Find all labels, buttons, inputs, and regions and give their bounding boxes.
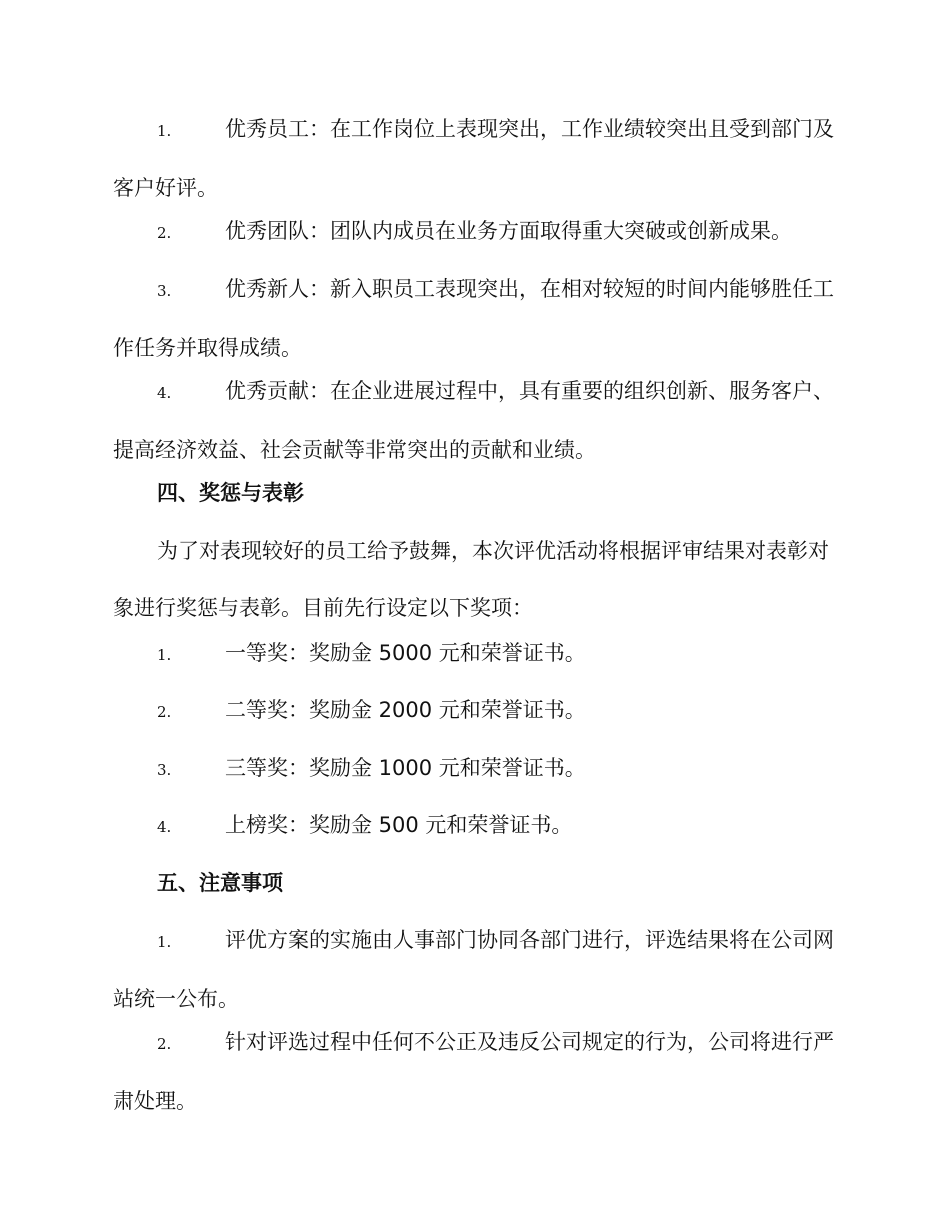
section-heading-notes: 五、注意事项 — [157, 871, 283, 895]
list-number: 2. — [157, 1035, 172, 1053]
list-number: 2. — [157, 224, 172, 242]
list-text: 针对评选过程中任何不公正及违反公司规定的行为，公司将进行严肃处理。 — [113, 1030, 834, 1113]
paragraph-text: 为了对表现较好的员工给予鼓舞，本次评优活动将根据评审结果对表彰对象进行奖惩与表彰。目前先行设定以下奖项： — [113, 539, 829, 620]
list-number: 1. — [157, 646, 172, 664]
list-text: 三等奖：奖励金 1000 元和荣誉证书。 — [225, 756, 586, 780]
list-number: 4. — [157, 818, 172, 836]
list-number: 1. — [157, 933, 172, 951]
section-heading-rewards: 四、奖惩与表彰 — [157, 481, 304, 505]
list-number: 3. — [157, 282, 172, 300]
list-text: 评优方案的实施由人事部门协同各部门进行，评选结果将在公司网站统一公布。 — [113, 928, 834, 1011]
list-text: 优秀贡献：在企业进展过程中，具有重要的组织创新、服务客户、提高经济效益、社会贡献等非常突出的贡献和业绩。 — [113, 379, 834, 462]
criteria-item-3 — [113, 261, 835, 377]
note-item-2 — [113, 1014, 835, 1130]
award-item-1 — [113, 625, 835, 684]
award-item-3 — [113, 740, 835, 799]
criteria-item-1 — [113, 101, 835, 217]
criteria-item-4 — [113, 363, 835, 479]
list-text: 优秀团队：团队内成员在业务方面取得重大突破或创新成果。 — [225, 219, 792, 243]
list-text: 优秀员工：在工作岗位上表现突出，工作业绩较突出且受到部门及客户好评。 — [113, 117, 834, 200]
criteria-item-2 — [113, 203, 835, 262]
note-item-1 — [113, 912, 835, 1028]
list-number: 1. — [157, 122, 172, 140]
list-number: 3. — [157, 761, 172, 779]
award-item-4 — [113, 797, 835, 856]
list-text: 一等奖：奖励金 5000 元和荣誉证书。 — [225, 641, 586, 665]
award-item-2 — [113, 682, 835, 741]
rewards-intro-paragraph — [113, 523, 835, 637]
list-text: 二等奖：奖励金 2000 元和荣誉证书。 — [225, 698, 586, 722]
list-text: 优秀新人：新入职员工表现突出，在相对较短的时间内能够胜任工作任务并取得成绩。 — [113, 277, 834, 360]
list-text: 上榜奖：奖励金 500 元和荣誉证书。 — [225, 813, 573, 837]
list-number: 2. — [157, 703, 172, 721]
list-number: 4. — [157, 384, 172, 402]
